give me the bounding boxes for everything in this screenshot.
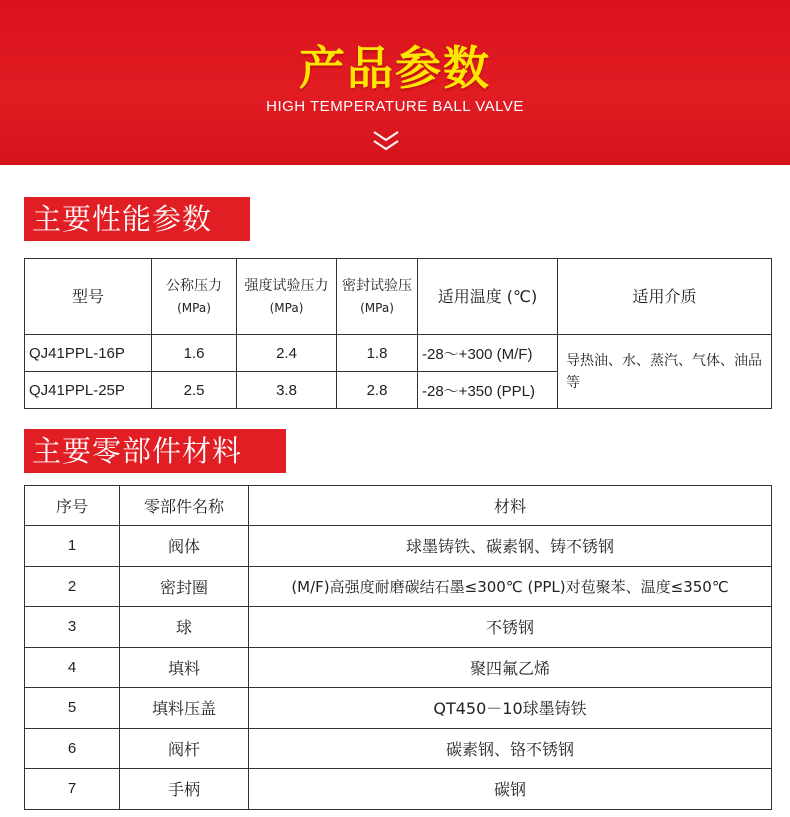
table-row: [25, 526, 772, 567]
materials-table: [24, 485, 772, 810]
cell-material: 球墨铸铁、碳素钢、铸不锈钢: [249, 526, 772, 567]
cell-temperature: -28～+350 (PPL): [418, 372, 558, 409]
cell-part-name: 手柄: [120, 769, 249, 810]
cell-material: QT450－10球墨铸铁: [249, 688, 772, 729]
table-row: [25, 647, 772, 688]
header-nominal-pressure: 公称压力 (MPa): [152, 259, 237, 335]
table-row: [25, 728, 772, 769]
header-material: 材料: [249, 486, 772, 526]
cell-strength-pressure: 3.8: [237, 372, 337, 409]
header-strength-test-pressure: 强度试验压力 (MPa): [237, 259, 337, 335]
cell-number: 3: [25, 607, 120, 648]
table-row: [25, 688, 772, 729]
cell-temperature: -28～+300 (M/F): [418, 335, 558, 372]
cell-seal-pressure: 1.8: [337, 335, 418, 372]
cell-material: 聚四氟乙烯: [249, 647, 772, 688]
cell-number: 1: [25, 526, 120, 567]
header-number: 序号: [25, 486, 120, 526]
cell-material: 不锈钢: [249, 607, 772, 648]
table-row: [25, 607, 772, 648]
table-row: [25, 566, 772, 607]
header-medium: 适用介质: [558, 259, 772, 335]
page-subtitle: HIGH TEMPERATURE BALL VALVE: [266, 98, 524, 115]
cell-number: 6: [25, 728, 120, 769]
header-seal-test-pressure: 密封试验压 (MPa): [337, 259, 418, 335]
cell-nominal-pressure: 1.6: [152, 335, 237, 372]
cell-part-name: 阀体: [120, 526, 249, 567]
header-model: 型号: [25, 259, 152, 335]
cell-number: 7: [25, 769, 120, 810]
cell-model: QJ41PPL-25P: [25, 372, 152, 409]
cell-material: (M/F)高强度耐磨碳结石墨≤300℃ (PPL)对苞聚苯、温度≤350℃: [249, 566, 772, 607]
cell-material: 碳钢: [249, 769, 772, 810]
cell-number: 2: [25, 566, 120, 607]
cell-model: QJ41PPL-16P: [25, 335, 152, 372]
header-part-name: 零部件名称: [120, 486, 249, 526]
header-temperature: 适用温度 (℃): [418, 259, 558, 335]
cell-part-name: 填料: [120, 647, 249, 688]
table-row: [25, 335, 772, 372]
cell-number: 4: [25, 647, 120, 688]
performance-table: [24, 258, 772, 409]
table-header-row: [25, 259, 772, 335]
cell-part-name: 填料压盖: [120, 688, 249, 729]
cell-nominal-pressure: 2.5: [152, 372, 237, 409]
page-title: 产品参数: [299, 41, 491, 95]
section-title-materials: 主要零部件材料: [24, 429, 286, 473]
section-title-performance: 主要性能参数: [24, 197, 250, 241]
cell-part-name: 阀杆: [120, 728, 249, 769]
cell-strength-pressure: 2.4: [237, 335, 337, 372]
table-header-row: [25, 486, 772, 526]
header-banner: [0, 0, 790, 165]
cell-part-name: 球: [120, 607, 249, 648]
cell-number: 5: [25, 688, 120, 729]
cell-part-name: 密封圈: [120, 566, 249, 607]
double-chevron-down-icon: [372, 130, 400, 152]
cell-medium: 导热油、水、蒸汽、气体、油品等: [558, 335, 772, 409]
table-row: [25, 769, 772, 810]
cell-seal-pressure: 2.8: [337, 372, 418, 409]
cell-material: 碳素钢、铬不锈钢: [249, 728, 772, 769]
